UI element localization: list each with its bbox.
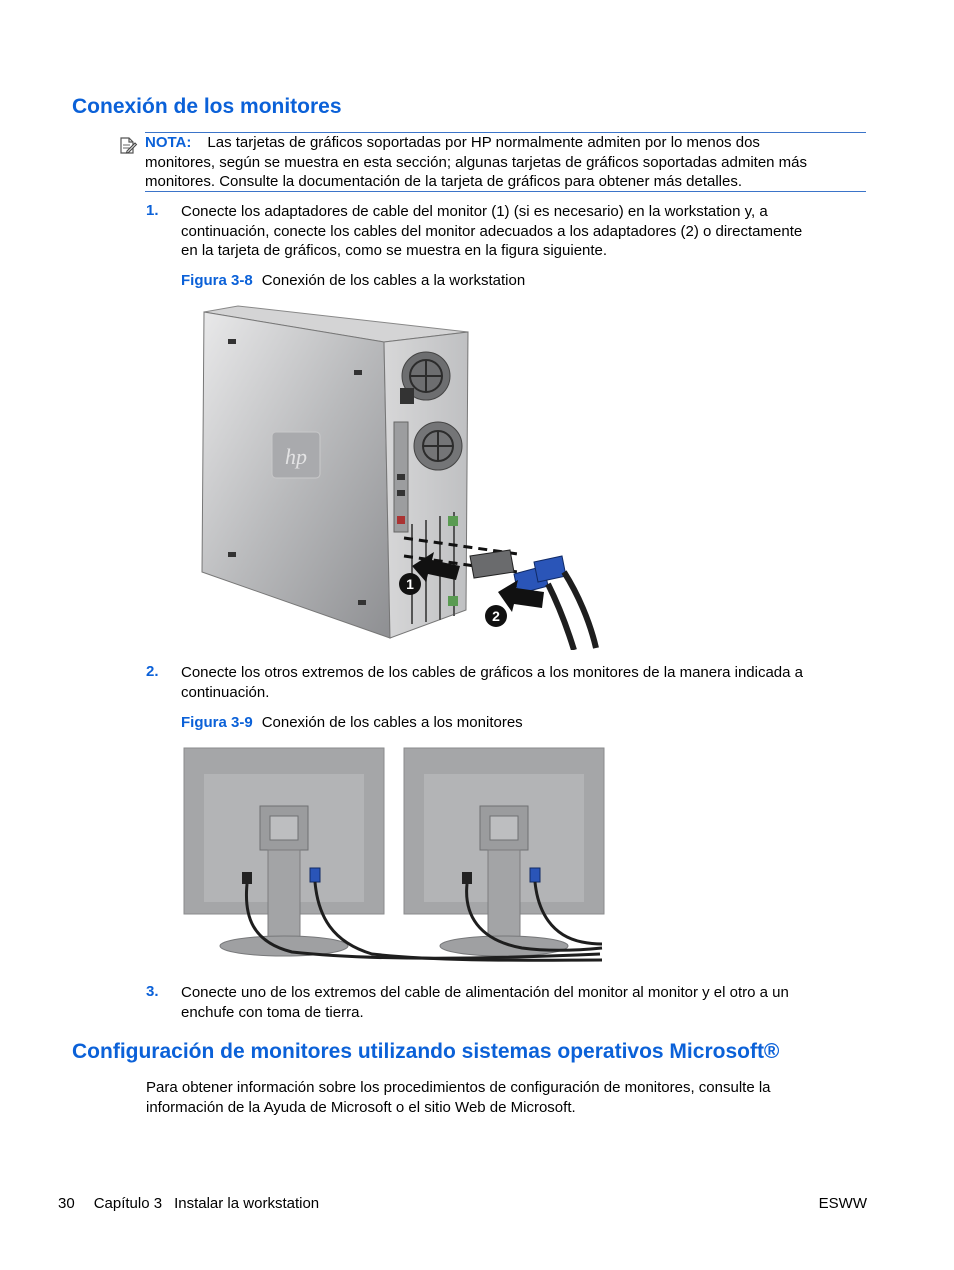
step-text (181, 983, 871, 1022)
page-number: 30 (58, 1195, 75, 1212)
step-line: Conecte uno de los extremos del cable de alimentación del monitor al monitor y el otro a un (181, 984, 789, 1001)
paragraph-line: Para obtener información sobre los procedimientos de configuración de monitores, consulte la (146, 1079, 771, 1096)
step-number: 3. (146, 983, 159, 1000)
monitors-figure (182, 746, 606, 968)
section-title-microsoft-config: Configuración de monitores utilizando sistemas operativos Microsoft® (72, 1040, 780, 1063)
workstation-figure (198, 304, 610, 650)
step-text (181, 663, 871, 702)
step-line: enchufe con toma de tierra. (181, 1003, 364, 1021)
section2-paragraph (146, 1078, 866, 1117)
section-title-connecting-monitors: Conexión de los monitores (72, 95, 342, 118)
page-footer-left (58, 1194, 319, 1214)
step-text (181, 202, 871, 261)
figure-label: Figura 3-8 (181, 272, 253, 289)
note-line: Las tarjetas de gráficos soportadas por HP normalmente admiten por lo menos dos (207, 134, 760, 151)
figure-caption (181, 714, 523, 731)
note-line: monitores. Consulte la documentación de la tarjeta de gráficos para obtener más detalles. (145, 173, 743, 190)
callout-2: 2 (492, 608, 500, 624)
figure-label: Figura 3-9 (181, 714, 253, 731)
note-icon (118, 136, 138, 156)
note-text (145, 133, 866, 192)
chapter-title: Instalar la workstation (174, 1195, 320, 1212)
note-label: NOTA: (145, 134, 192, 151)
note-line: monitores, según se muestra en esta sección; algunas tarjetas de gráficos soportadas admiten más (145, 153, 808, 171)
figure-caption-text: Conexión de los cables a los monitores (261, 714, 523, 731)
svg-text:hp: hp (285, 444, 307, 469)
step-line: Conecte los adaptadores de cable del monitor (1) (si es necesario) en la workstation y, a (181, 203, 768, 220)
step-line: continuación. (181, 683, 270, 701)
callout-1: 1 (406, 576, 414, 592)
figure-caption-text: Conexión de los cables a la workstation (261, 272, 526, 289)
step-line: en la tarjeta de gráficos, como se muestra en la figura siguiente. (181, 242, 608, 259)
paragraph-line: información de la Ayuda de Microsoft o el sitio Web de Microsoft. (146, 1098, 576, 1116)
step-line: Conecte los otros extremos de los cables de gráficos a los monitores de la manera indicada a (181, 664, 803, 681)
note-bottom-rule (145, 191, 866, 192)
chapter-label: Capítulo 3 (93, 1195, 163, 1212)
step-number: 2. (146, 663, 159, 680)
step-line: continuación, conecte los cables del monitor adecuados a los adaptadores (2) o directamente (181, 222, 803, 240)
step-number: 1. (146, 202, 159, 219)
page-footer-right: ESWW (818, 1195, 867, 1212)
figure-caption (181, 272, 525, 289)
